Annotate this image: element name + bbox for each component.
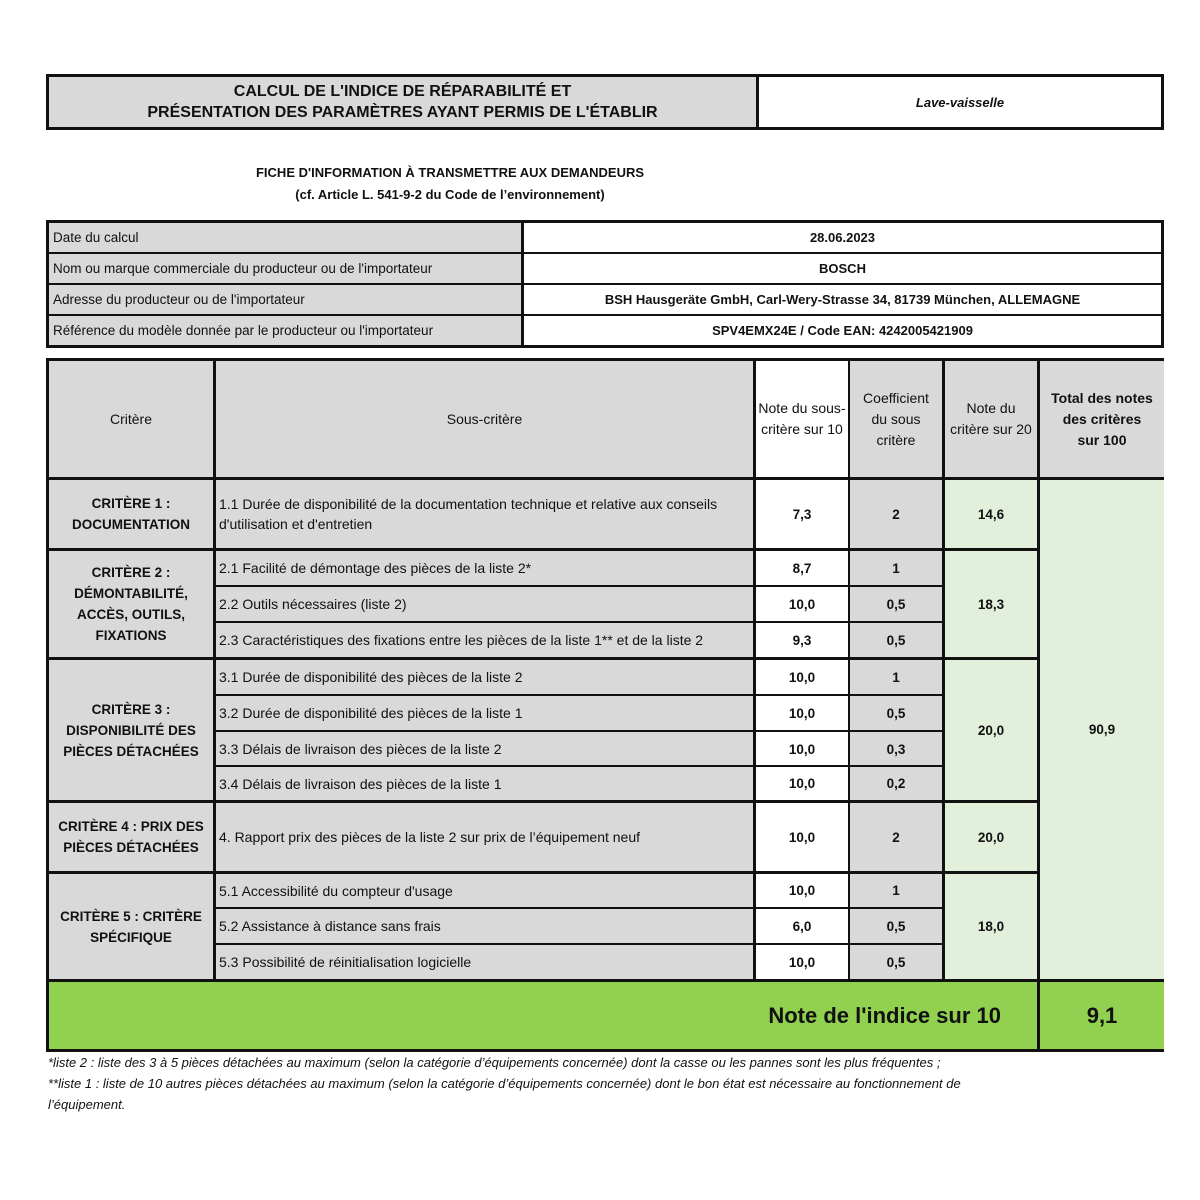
title-line-1: CALCUL DE L'INDICE DE RÉPARABILITÉ ET: [233, 83, 572, 100]
coef-1-1: 2: [850, 480, 942, 548]
header-total-sur-100: [1040, 361, 1164, 477]
header-text: Note du sous-: [758, 400, 846, 416]
note-4: 10,0: [788, 829, 816, 845]
criterion-4: [49, 803, 213, 871]
score20-criterion-1: 14,6: [945, 480, 1037, 548]
note-2-3: 9,3: [792, 632, 812, 648]
header-coefficient: [850, 361, 942, 477]
criterion-3: [49, 660, 213, 800]
subcriterion-4: 4. Rapport prix des pièces de la liste 2 sur prix de l’équipement neuf: [216, 803, 753, 871]
info-table: [46, 220, 1164, 348]
note-2-1: 8,7: [792, 560, 812, 576]
criterion-text: CRITÈRE 5 : CRITÈRE: [60, 908, 202, 924]
criterion-text: PIÈCES DÉTACHÉES: [63, 743, 199, 759]
subcriterion-1-1: [216, 480, 753, 548]
footnote-liste-1-cont: l’équipement.: [48, 1097, 126, 1112]
subcriterion-label: 1.1 Durée de disponibilité de la documentation technique et relative aux conseils: [219, 496, 718, 512]
score20-criterion-2: 18,3: [945, 551, 1037, 657]
score20-criterion-3: 20,0: [945, 660, 1037, 800]
header-critere: Critère: [49, 361, 213, 477]
subcriterion-3-2: 3.2 Durée de disponibilité des pièces de la liste 1: [216, 696, 753, 730]
note-2-2: 10,0: [788, 596, 816, 612]
criterion-text: CRITÈRE 3 :: [91, 701, 171, 717]
subcriterion-label: d'utilisation et d'entretien: [219, 516, 373, 532]
grid-line: [213, 585, 942, 587]
grid-line: [213, 694, 942, 696]
criterion-text: CRITÈRE 4 : PRIX DES: [58, 819, 204, 834]
grid-line: [213, 621, 942, 623]
header-text: critère sur 10: [761, 421, 843, 437]
subcriterion-5-2: 5.2 Assistance à distance sans frais: [216, 909, 753, 943]
note-5-1: 10,0: [788, 883, 816, 898]
info-row-brand: [49, 254, 1161, 285]
subcriterion-3-4: 3.4 Délais de livraison des pièces de la liste 1: [216, 767, 753, 800]
note-3-2: 10,0: [788, 705, 816, 721]
info-label: Adresse du producteur ou de l'importateur: [49, 285, 524, 314]
header-text: Note du: [966, 400, 1016, 416]
info-value: 28.06.2023: [809, 230, 876, 245]
subtitle-line-1: FICHE D'INFORMATION À TRANSMETTRE AUX DEMANDEURS: [255, 165, 645, 180]
grid-line: [753, 361, 756, 979]
score20-criterion-5: 18,0: [945, 874, 1037, 979]
subcriterion-3-3: 3.3 Délais de livraison des pièces de la liste 2: [216, 732, 753, 766]
criterion-text: SPÉCIFIQUE: [90, 929, 172, 945]
subcriterion-3-1: 3.1 Durée de disponibilité des pièces de la liste 2: [216, 660, 753, 694]
grid-line: [213, 765, 942, 767]
footnotes: [48, 1052, 1158, 1115]
grid-line: [213, 907, 942, 909]
coef-2-3: 0,5: [850, 623, 942, 657]
index-value: 9,1: [1040, 982, 1164, 1049]
header-text: critère: [876, 431, 916, 448]
coef-2-1: 1: [850, 551, 942, 585]
header-text: critère sur 20: [950, 421, 1032, 437]
grid-line: [213, 361, 216, 979]
grid-line: [942, 361, 945, 979]
info-label: Nom ou marque commerciale du producteur ou de l'importateur: [49, 254, 524, 283]
scoring-table: [46, 358, 1164, 1052]
criterion-1: [49, 480, 213, 548]
note-3-3: 10,0: [788, 741, 816, 757]
index-label: Note de l'indice sur 10: [49, 982, 1037, 1049]
criterion-text: ACCÈS, OUTILS,: [76, 607, 185, 622]
footnote-liste-1: **liste 1 : liste de 10 autres pièces détachées au maximum (selon la catégorie d’équipements concernée) dont le bon état est nécessaire au fonctionnement de: [48, 1076, 961, 1091]
document-title: [49, 77, 759, 127]
coef-3-4: 0,2: [850, 767, 942, 800]
criterion-5: [49, 874, 213, 979]
subcriterion-5-1: 5.1 Accessibilité du compteur d'usage: [216, 874, 753, 907]
header-text: des critères: [1062, 410, 1142, 427]
criterion-text: DISPONIBILITÉ DES: [66, 722, 196, 738]
info-value: BSH Hausgeräte GmbH, Carl-Wery-Strasse 34, 81739 München, ALLEMAGNE: [604, 292, 1081, 307]
grid-line: [49, 979, 1164, 982]
title-line-2: PRÉSENTATION DES PARAMÈTRES AYANT PERMIS DE L'ÉTABLIR: [147, 104, 658, 121]
note-5-2: 6,0: [792, 918, 812, 934]
coef-4: 2: [850, 803, 942, 871]
info-value: SPV4EMX24E / Code EAN: 4242005421909: [712, 323, 973, 338]
info-value: BOSCH: [819, 261, 866, 276]
info-label: Date du calcul: [49, 223, 524, 252]
header-text: sur 100: [1077, 431, 1127, 448]
coef-5-1: 1: [850, 874, 942, 907]
header-text: du sous: [871, 410, 921, 427]
coef-2-2: 0,5: [850, 587, 942, 621]
footnote-liste-2: *liste 2 : liste des 3 à 5 pièces détachées au maximum (selon la catégorie d’équipements concernée) dont la casse ou les pannes sont les plus fréquentes ;: [48, 1055, 941, 1070]
criterion-text: CRITÈRE 1 :: [91, 496, 171, 511]
subtitle-line-2: (cf. Article L. 541-9-2 du Code de l’environnement): [295, 187, 605, 202]
coef-5-2: 0,5: [850, 909, 942, 943]
grid-line: [213, 730, 942, 732]
note-3-4: 10,0: [788, 776, 816, 791]
grid-line: [49, 548, 1037, 551]
subcriterion-2-2: 2.2 Outils nécessaires (liste 2): [216, 587, 753, 621]
grid-line: [848, 361, 850, 979]
coef-3-1: 1: [850, 660, 942, 694]
header-text: Coefficient: [863, 389, 929, 406]
header-note-sur-10: [756, 361, 848, 477]
info-row-date: [49, 223, 1161, 254]
product-type: Lave-vaisselle: [915, 94, 1005, 110]
grid-line: [1037, 361, 1040, 1049]
criterion-text: DOCUMENTATION: [72, 517, 190, 532]
info-label: Référence du modèle donnée par le producteur ou l'importateur: [49, 316, 524, 345]
total-sur-100: 90,9: [1040, 480, 1164, 979]
header-sous-critere: Sous-critère: [216, 361, 753, 477]
subcriterion-5-3: 5.3 Possibilité de réinitialisation logicielle: [216, 945, 753, 979]
criterion-2: [49, 551, 213, 657]
note-3-1: 10,0: [788, 669, 816, 685]
document-header: [46, 74, 1164, 130]
score20-criterion-4: 20,0: [945, 803, 1037, 871]
note-1-1: 7,3: [792, 506, 812, 522]
grid-line: [213, 943, 942, 945]
note-5-3: 10,0: [788, 954, 816, 970]
subcriterion-2-3: 2.3 Caractéristiques des fixations entre les pièces de la liste 1** et de la liste 2: [216, 623, 753, 657]
grid-line: [49, 871, 1037, 874]
grid-line: [49, 477, 1164, 480]
criterion-text: DÉMONTABILITÉ,: [74, 586, 188, 601]
coef-3-2: 0,5: [850, 696, 942, 730]
criterion-text: FIXATIONS: [95, 628, 167, 643]
info-row-model: [49, 316, 1161, 345]
coef-3-3: 0,3: [850, 732, 942, 766]
grid-line: [49, 800, 1037, 803]
info-row-address: [49, 285, 1161, 316]
criterion-text: PIÈCES DÉTACHÉES: [63, 840, 199, 855]
coef-5-3: 0,5: [850, 945, 942, 979]
subtitle: [0, 162, 900, 206]
header-text: Total des notes: [1051, 389, 1153, 406]
header-note-sur-20: [945, 361, 1037, 477]
subcriterion-2-1: 2.1 Facilité de démontage des pièces de la liste 2*: [216, 551, 753, 585]
grid-line: [49, 657, 1037, 660]
criterion-text: CRITÈRE 2 :: [91, 565, 171, 580]
